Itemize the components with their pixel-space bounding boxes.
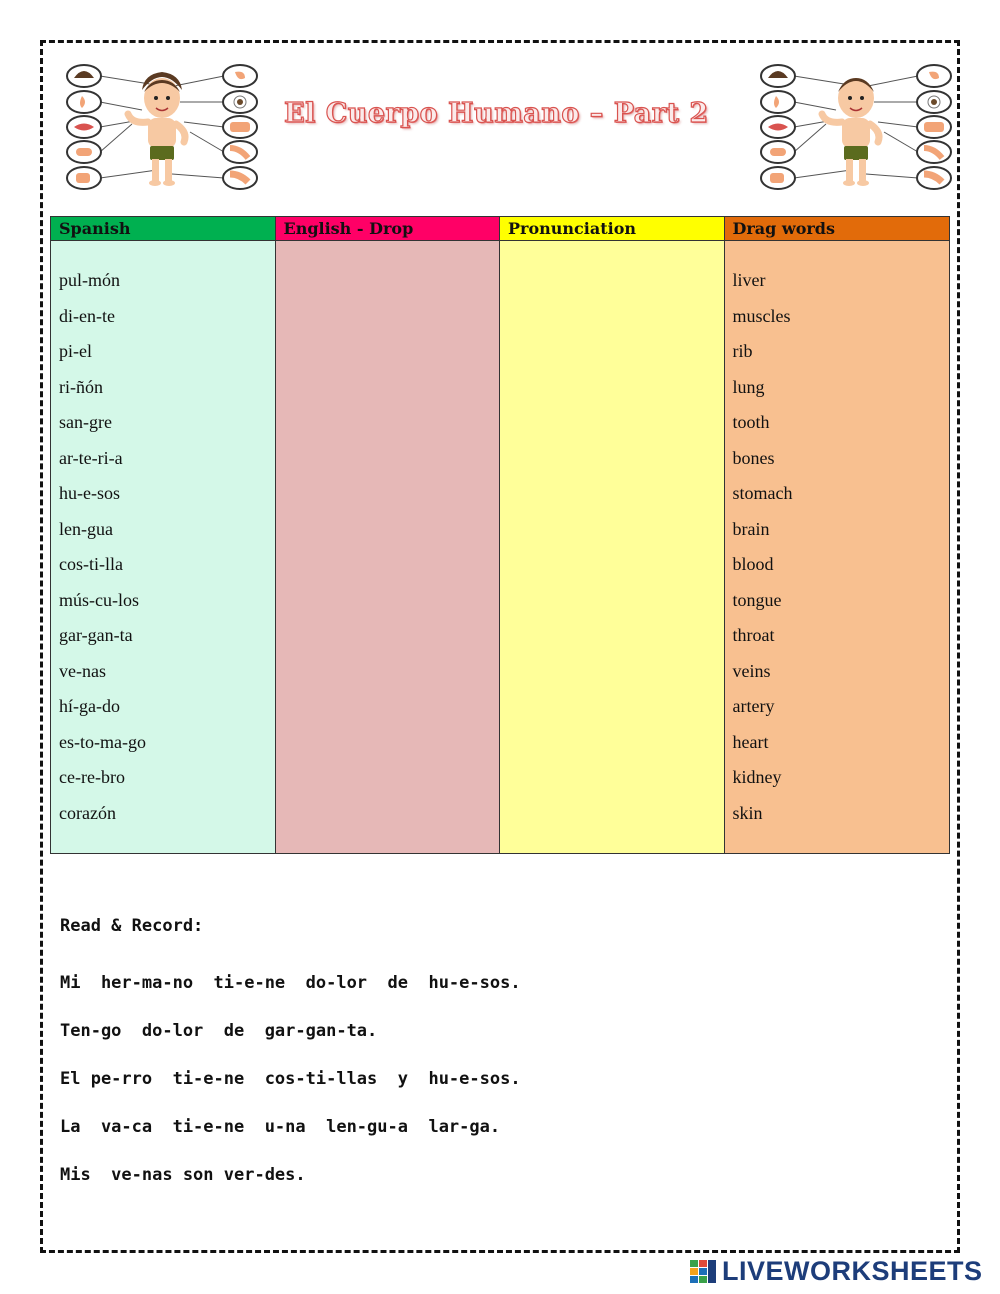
read-record-heading: Read & Record:: [60, 916, 204, 936]
drag-words-column: [725, 217, 950, 853]
drag-word[interactable]: bones: [732, 447, 775, 468]
english-drop-zone[interactable]: [276, 241, 500, 853]
spanish-word: ar-te-ri-a: [59, 447, 123, 468]
spanish-header: Spanish: [51, 217, 275, 241]
drag-word[interactable]: lung: [732, 376, 765, 397]
drag-word[interactable]: liver: [732, 270, 766, 290]
drag-word[interactable]: stomach: [732, 483, 793, 503]
spanish-word: hu-e-sos: [59, 483, 120, 503]
read-line: El pe-rro ti-e-ne cos-ti-llas y hu-e-sos.: [60, 1069, 521, 1089]
drag-word[interactable]: throat: [732, 625, 775, 645]
drag-word[interactable]: artery: [732, 696, 775, 716]
spanish-word: es-to-ma-go: [59, 731, 146, 752]
liveworksheets-logo-icon: [690, 1258, 718, 1284]
body-parts-illustration-left: [62, 62, 262, 192]
drag-word[interactable]: brain: [732, 518, 770, 539]
spanish-word: len-gua: [59, 518, 113, 539]
read-record-section: [60, 912, 920, 1199]
drag-word[interactable]: skin: [732, 802, 763, 823]
spanish-word: cos-ti-lla: [59, 554, 123, 574]
spanish-word: gar-gan-ta: [59, 625, 133, 645]
read-line: Mis ve-nas son ver-des.: [60, 1165, 306, 1185]
drag-word[interactable]: muscles: [732, 305, 791, 326]
drag-word-list: [733, 263, 944, 831]
spanish-word: corazón: [59, 802, 116, 823]
drag-word[interactable]: rib: [732, 341, 753, 361]
brand-name: LIVEWORKSHEETS: [722, 1255, 983, 1286]
drag-word[interactable]: tooth: [732, 412, 770, 432]
spanish-word: ve-nas: [59, 660, 106, 681]
spanish-word: san-gre: [59, 412, 112, 432]
drag-word[interactable]: blood: [732, 554, 774, 574]
pronunciation-area[interactable]: [500, 241, 724, 853]
pronunciation-column: [500, 217, 725, 853]
spanish-word: pul-món: [59, 270, 120, 290]
english-drop-header: English - Drop: [276, 217, 500, 241]
read-line: Mi her-ma-no ti-e-ne do-lor de hu-e-sos.: [60, 973, 521, 993]
liveworksheets-brand[interactable]: [690, 1256, 983, 1286]
read-line: La va-ca ti-e-ne u-na len-gu-a lar-ga.: [60, 1117, 501, 1137]
spanish-word-list: [59, 263, 269, 831]
read-line: Ten-go do-lor de gar-gan-ta.: [60, 1021, 378, 1041]
spanish-word: pi-el: [59, 341, 92, 361]
drag-word[interactable]: tongue: [732, 589, 782, 610]
spanish-word: hí-ga-do: [59, 696, 120, 716]
spanish-word: mús-cu-los: [59, 589, 139, 610]
spanish-word: di-en-te: [59, 305, 115, 326]
drag-word[interactable]: heart: [732, 731, 769, 752]
english-drop-column: [276, 217, 501, 853]
spanish-column: [51, 217, 276, 853]
body-parts-illustration-right: [756, 62, 956, 192]
drag-word[interactable]: kidney: [732, 767, 782, 787]
vocabulary-table: [50, 216, 950, 854]
drag-word[interactable]: veins: [732, 660, 771, 681]
spanish-word: ri-ñón: [59, 376, 103, 397]
pronunciation-header: Pronunciation: [500, 217, 724, 241]
spanish-word: ce-re-bro: [59, 767, 125, 787]
page-title: El Cuerpo Humano – Part 2: [284, 98, 709, 129]
drag-words-header: Drag words: [725, 217, 950, 241]
